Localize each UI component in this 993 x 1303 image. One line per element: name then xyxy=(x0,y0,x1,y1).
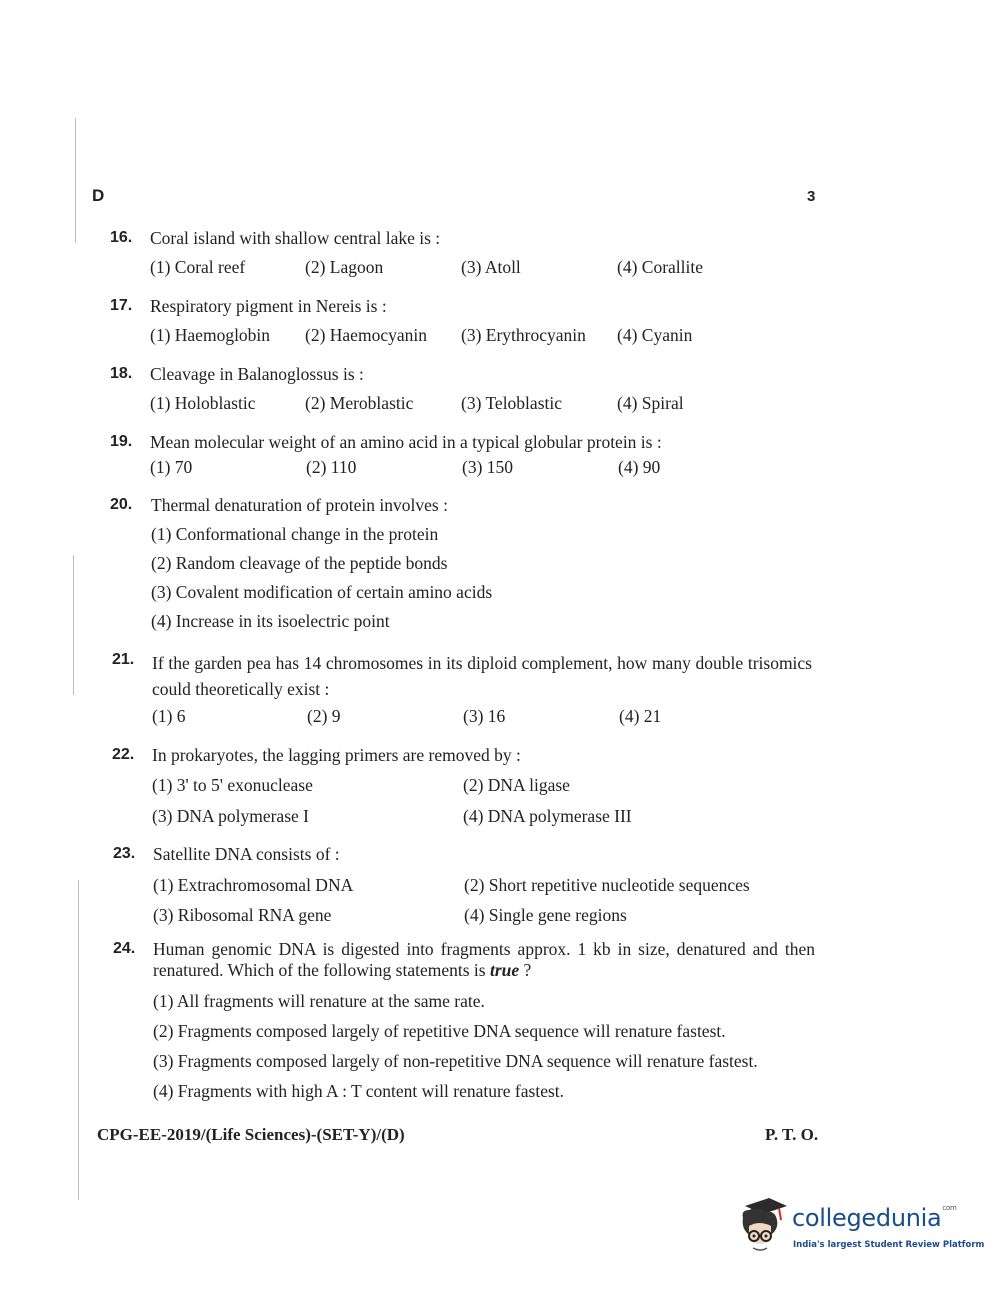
question-text: Thermal denaturation of protein involves : xyxy=(151,495,448,515)
question-number: 23. xyxy=(113,845,136,862)
option: (1) Holoblastic xyxy=(150,393,256,413)
option: (2) DNA ligase xyxy=(463,775,570,795)
option: (1) Conformational change in the protein xyxy=(151,524,439,544)
pto-label: P. T. O. xyxy=(765,1125,819,1144)
option: (4) Increase in its isoelectric point xyxy=(151,611,390,631)
emphasis-true: true xyxy=(489,960,520,980)
option: (3) 150 xyxy=(462,457,514,477)
brand-suffix: com xyxy=(942,1204,957,1212)
question-number: 22. xyxy=(112,746,135,763)
option: (4) Spiral xyxy=(617,393,684,413)
option: (2) 9 xyxy=(307,706,341,726)
question-number: 17. xyxy=(110,297,133,314)
option: (1) Extrachromosomal DNA xyxy=(153,875,354,895)
option: (2) Fragments composed largely of repetitive DNA sequence will renature fastest. xyxy=(153,1021,726,1041)
question-text: Mean molecular weight of an amino acid in a typical globular protein is : xyxy=(150,432,662,452)
option: (3) Teloblastic xyxy=(461,393,562,413)
brand-text: collegedunia xyxy=(792,1204,942,1232)
question-text: Cleavage in Balanoglossus is : xyxy=(150,364,364,384)
mascot-icon xyxy=(735,1196,793,1258)
question-text: Respiratory pigment in Nereis is : xyxy=(150,296,387,316)
brand-name xyxy=(792,1204,956,1232)
brand-tagline: India's largest Student Review Platform xyxy=(793,1240,985,1250)
margin-line xyxy=(73,555,74,695)
option: (2) Short repetitive nucleotide sequences xyxy=(464,875,750,895)
option: (1) 3' to 5' exonuclease xyxy=(152,775,313,795)
page-number: 3 xyxy=(807,188,816,205)
option: (4) Corallite xyxy=(617,257,704,277)
margin-line xyxy=(78,880,79,1200)
option: (3) Covalent modification of certain amino acids xyxy=(151,582,493,602)
option: (2) 110 xyxy=(306,457,357,477)
option: (1) All fragments will renature at the same rate. xyxy=(153,991,485,1011)
question-number: 19. xyxy=(110,433,133,450)
option: (1) Haemoglobin xyxy=(150,325,271,345)
margin-line xyxy=(75,118,76,243)
question-text: Coral island with shallow central lake is : xyxy=(150,228,441,248)
option: (3) Ribosomal RNA gene xyxy=(153,905,332,925)
option: (2) Meroblastic xyxy=(305,393,414,413)
question-text: In prokaryotes, the lagging primers are removed by : xyxy=(152,745,521,765)
question-text-end: ? xyxy=(523,960,532,980)
option: (4) DNA polymerase III xyxy=(463,806,632,826)
option: (4) Single gene regions xyxy=(464,905,627,925)
question-number: 16. xyxy=(110,229,133,246)
option: (2) Lagoon xyxy=(305,257,384,277)
question-text: Satellite DNA consists of : xyxy=(153,844,340,864)
option: (3) Atoll xyxy=(461,257,521,277)
question-number: 21. xyxy=(112,651,135,668)
option: (4) Fragments with high A : T content will renature fastest. xyxy=(153,1081,565,1101)
question-text: If the garden pea has 14 chromosomes in its diploid complement, how many double trisomics could theoretically exist : xyxy=(152,653,812,699)
option: (1) 70 xyxy=(150,457,193,477)
watermark-logo xyxy=(735,1196,985,1258)
option: (3) Fragments composed largely of non-repetitive DNA sequence will renature fastest. xyxy=(153,1051,758,1071)
option: (3) 16 xyxy=(463,706,506,726)
question-text xyxy=(153,939,815,981)
option: (4) 90 xyxy=(618,457,661,477)
option: (2) Random cleavage of the peptide bonds xyxy=(151,553,448,573)
option: (1) Coral reef xyxy=(150,257,246,277)
question-number: 20. xyxy=(110,496,133,513)
option: (4) Cyanin xyxy=(617,325,693,345)
question-number: 18. xyxy=(110,365,133,382)
option: (1) 6 xyxy=(152,706,186,726)
option: (2) Haemocyanin xyxy=(305,325,427,345)
set-label: D xyxy=(92,186,105,205)
option: (3) DNA polymerase I xyxy=(152,806,309,826)
paper-code: CPG-EE-2019/(Life Sciences)-(SET-Y)/(D) xyxy=(97,1125,405,1144)
option: (3) Erythrocyanin xyxy=(461,325,586,345)
option: (4) 21 xyxy=(619,706,662,726)
question-number: 24. xyxy=(113,940,136,957)
question-text-main: Human genomic DNA is digested into fragments approx. 1 kb in size, denatured and then renatured. Which of the following statements is xyxy=(153,939,815,980)
